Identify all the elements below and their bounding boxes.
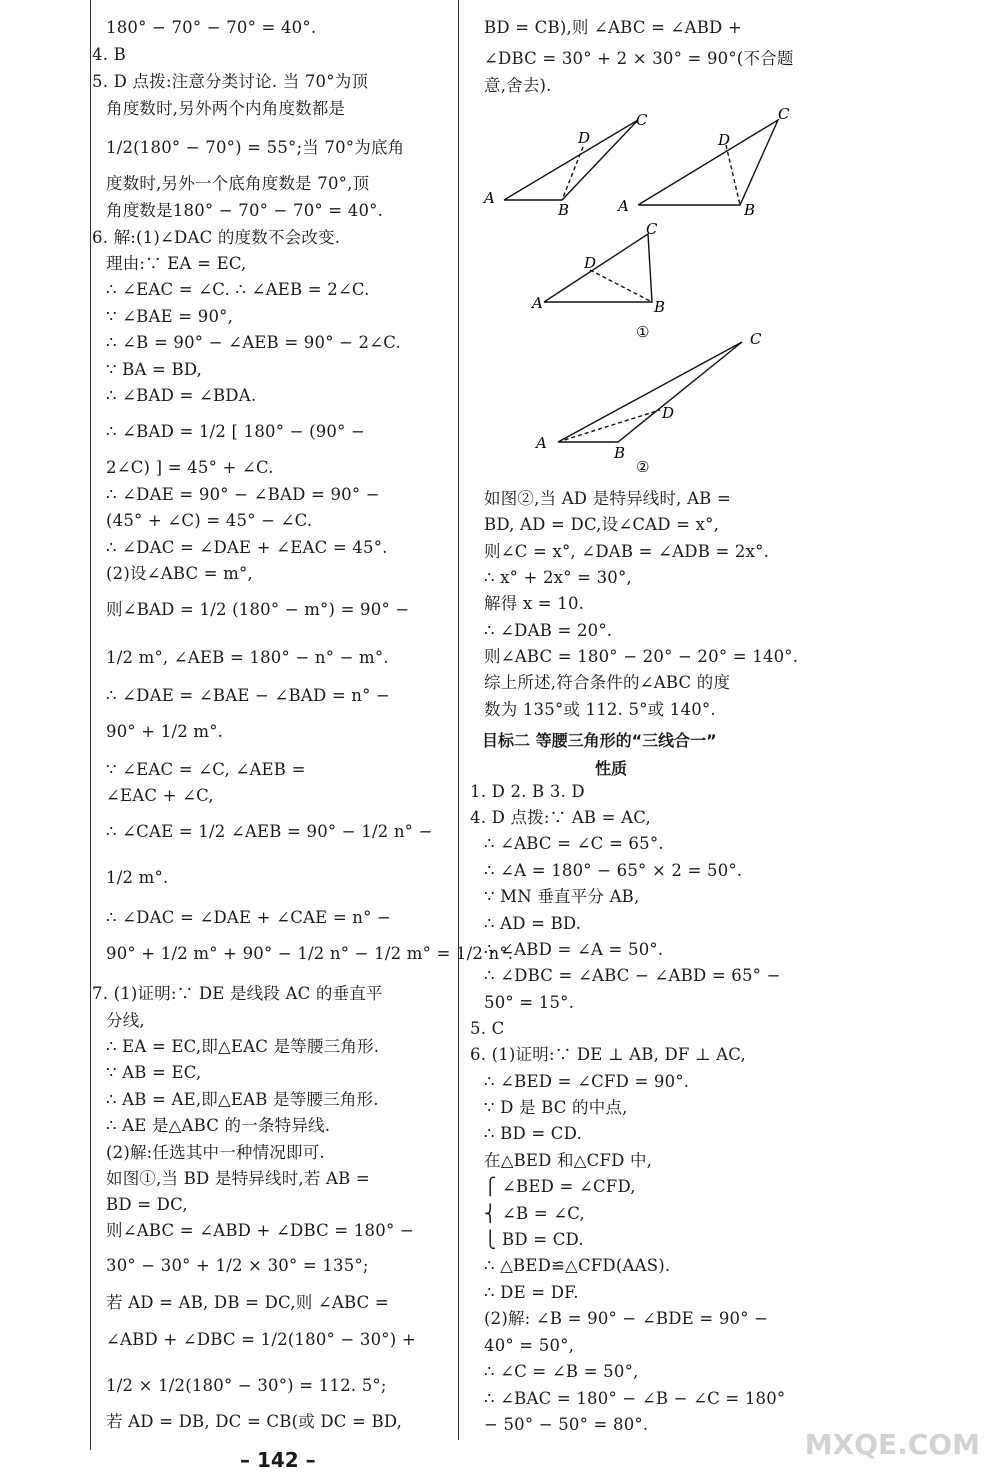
text-line: 1/2 m°, ∠AEB = 180° − n° − m°.	[106, 648, 389, 667]
figure-2	[530, 330, 770, 475]
text-line: 则∠C = x°, ∠DAB = ∠ADB = 2x°.	[484, 542, 770, 561]
figure-triangles-top	[478, 105, 808, 225]
text-line: 5. C	[470, 1019, 505, 1038]
section-title-cont: 性质	[595, 759, 628, 778]
text-line: ∠ABD + ∠DBC = 1/2(180° − 30°) +	[106, 1330, 416, 1349]
text-line: ∴ ∠ABD = ∠A = 50°.	[484, 940, 664, 959]
triangle-right	[638, 120, 778, 205]
text-line: 1/2 × 1/2(180° − 30°) = 112. 5°;	[106, 1376, 387, 1395]
text-line: 数为 135°或 112. 5°或 140°.	[484, 700, 716, 719]
text-line: 5. D 点拨:注意分类讨论. 当 70°为顶	[92, 72, 369, 91]
text-line: 若 AD = DB, DC = CB(或 DC = BD,	[106, 1412, 403, 1431]
text-line: ∴ ∠B = 90° − ∠AEB = 90° − 2∠C.	[106, 333, 401, 352]
label-A: A	[618, 197, 629, 215]
text-line: 如图①,当 BD 是特异线时,若 AB =	[106, 1169, 370, 1188]
label-B: B	[654, 298, 666, 316]
text-line: 2∠C) ] = 45° + ∠C.	[106, 458, 274, 477]
label-D: D	[662, 404, 675, 422]
text-line: 度数时,另外一个底角度数是 70°,顶	[106, 174, 370, 193]
text-line: ∴ ∠DAE = ∠BAE − ∠BAD = n° −	[106, 686, 391, 705]
text-line: ∵ ∠BAE = 90°,	[106, 307, 234, 326]
text-line: 角度数时,另外两个内角度数都是	[106, 99, 346, 118]
text-line: 综上所述,符合条件的∠ABC 的度	[484, 673, 731, 692]
text-line: ∴ ∠EAC = ∠C. ∴ ∠AEB = 2∠C.	[106, 280, 370, 299]
label-A: A	[536, 434, 547, 452]
text-line: 40° = 50°,	[484, 1336, 575, 1355]
label-C: C	[750, 330, 762, 348]
text-line: 180° − 70° − 70° = 40°.	[106, 18, 317, 37]
text-line: ∴ ∠ABC = ∠C = 65°.	[484, 834, 664, 853]
figure-1	[530, 222, 690, 342]
column-rule-middle	[458, 0, 459, 1440]
section-title: 目标二 等腰三角形的“三线合一”	[482, 731, 717, 750]
text-line: ∴ ∠BAC = 180° − ∠B − ∠C = 180°	[484, 1389, 786, 1408]
text-line: ∵ D 是 BC 的中点,	[484, 1098, 628, 1117]
text-line: 则∠ABC = ∠ABD + ∠DBC = 180° −	[106, 1221, 414, 1240]
text-line: 4. D 点拨:∵ AB = AC,	[470, 808, 651, 827]
text-line: ∴ ∠DAC = ∠DAE + ∠EAC = 45°.	[106, 538, 388, 557]
text-line: 分线,	[106, 1011, 145, 1030]
text-line: 6. 解:(1)∠DAC 的度数不会改变.	[92, 228, 341, 247]
triangle-left	[504, 120, 638, 200]
text-line: ∴ ∠BAD = 1/2 [ 180° − (90° −	[106, 422, 366, 441]
text-line: ∵ AB = EC,	[106, 1063, 202, 1082]
text-line: ∠DBC = 30° + 2 × 30° = 90°(不合题	[484, 49, 794, 68]
text-line: ∴ ∠DAB = 20°.	[484, 621, 613, 640]
label-D: D	[584, 254, 597, 272]
text-line: ∴ AB = AE,即△EAB 是等腰三角形.	[106, 1090, 379, 1109]
label-A: A	[484, 189, 495, 207]
label-B: B	[744, 201, 756, 219]
text-line: 7. (1)证明:∵ DE 是线段 AC 的垂直平	[92, 984, 383, 1003]
text-line: 1/2 m°.	[106, 868, 169, 887]
text-line: 4. B	[92, 45, 126, 64]
text-line: ⎩ BD = CD.	[484, 1230, 584, 1249]
watermark-logo: MXQE.COM	[804, 1428, 980, 1461]
text-line: ∵ MN 垂直平分 AB,	[484, 887, 640, 906]
label-D: D	[578, 129, 591, 147]
text-line: BD = CB),则 ∠ABC = ∠ABD +	[484, 18, 742, 37]
text-line: ∴ x° + 2x° = 30°,	[484, 568, 632, 587]
text-line: 1. D 2. B 3. D	[470, 782, 585, 801]
text-line: 角度数是180° − 70° − 70° = 40°.	[106, 201, 384, 220]
text-line: 意,舍去).	[484, 76, 552, 95]
text-line: (2)设∠ABC = m°,	[106, 564, 253, 583]
page-number: – 142 –	[240, 1448, 316, 1472]
text-line: ∴ ∠BED = ∠CFD = 90°.	[484, 1072, 690, 1091]
text-line: 90° + 1/2 m°.	[106, 722, 224, 741]
text-line: ∴ BD = CD.	[484, 1124, 582, 1143]
text-line: ∴ ∠A = 180° − 65° × 2 = 50°.	[484, 861, 743, 880]
text-line: ∵ ∠EAC = ∠C, ∠AEB =	[106, 760, 306, 779]
text-line: ∴ EA = EC,即△EAC 是等腰三角形.	[106, 1037, 380, 1056]
label-A: A	[532, 294, 543, 312]
text-line: ∴ DE = DF.	[484, 1283, 579, 1302]
text-line: 在△BED 和△CFD 中,	[484, 1151, 653, 1170]
label-D: D	[718, 131, 731, 149]
text-line: 90° + 1/2 m° + 90° − 1/2 n° − 1/2 m° = 1/2 n°.	[106, 944, 514, 963]
figure-number-1: ①	[636, 323, 650, 341]
text-line: ∴ ∠DAC = ∠DAE + ∠CAE = n° −	[106, 908, 392, 927]
text-line: 如图②,当 AD 是特异线时, AB =	[484, 489, 731, 508]
text-line: 则∠BAD = 1/2 (180° − m°) = 90° −	[106, 600, 410, 619]
text-line: 则∠ABC = 180° − 20° − 20° = 140°.	[484, 647, 799, 666]
text-line: BD, AD = DC,设∠CAD = x°,	[484, 515, 720, 534]
text-line: ∴ ∠C = ∠B = 50°,	[484, 1362, 639, 1381]
text-line: 1/2(180° − 70°) = 55°;当 70°为底角	[106, 138, 405, 157]
label-C: C	[778, 105, 790, 123]
text-line: 30° − 30° + 1/2 × 30° = 135°;	[106, 1256, 369, 1275]
text-line: 理由:∵ EA = EC,	[106, 254, 247, 273]
text-line: ∴ △BED≌△CFD(AAS).	[484, 1256, 671, 1275]
text-line: ∴ AD = BD.	[484, 914, 582, 933]
text-line: (2)解:任选其中一种情况即可.	[106, 1143, 325, 1162]
text-line: ∴ ∠DAE = 90° − ∠BAD = 90° −	[106, 485, 380, 504]
text-line: BD = DC,	[106, 1195, 188, 1214]
text-line: ∴ AE 是△ABC 的一条特异线.	[106, 1116, 331, 1135]
text-line: 50° = 15°.	[484, 993, 575, 1012]
text-line: (45° + ∠C) = 45° − ∠C.	[106, 511, 313, 530]
label-C: C	[636, 111, 648, 129]
label-B: B	[558, 201, 570, 219]
text-line: 解得 x = 10.	[484, 594, 585, 613]
text-line: − 50° − 50° = 80°.	[484, 1415, 649, 1434]
text-line: ∴ ∠DBC = ∠ABC − ∠ABD = 65° −	[484, 966, 781, 985]
column-rule-left	[90, 0, 91, 1450]
text-line: ⎨ ∠B = ∠C,	[484, 1204, 585, 1223]
text-line: ⎧ ∠BED = ∠CFD,	[484, 1177, 636, 1196]
label-B: B	[614, 444, 626, 462]
text-line: ∵ BA = BD,	[106, 360, 203, 379]
text-line: (2)解: ∠B = 90° − ∠BDE = 90° −	[484, 1309, 769, 1328]
text-line: ∴ ∠BAD = ∠BDA.	[106, 386, 257, 405]
figure-number-2: ②	[636, 458, 650, 475]
text-line: ∠EAC + ∠C,	[106, 786, 214, 805]
text-line: 6. (1)证明:∵ DE ⊥ AB, DF ⊥ AC,	[470, 1045, 746, 1064]
text-line: ∴ ∠CAE = 1/2 ∠AEB = 90° − 1/2 n° −	[106, 822, 433, 841]
label-C: C	[646, 222, 658, 238]
text-line: 若 AD = AB, DB = DC,则 ∠ABC =	[106, 1293, 389, 1312]
